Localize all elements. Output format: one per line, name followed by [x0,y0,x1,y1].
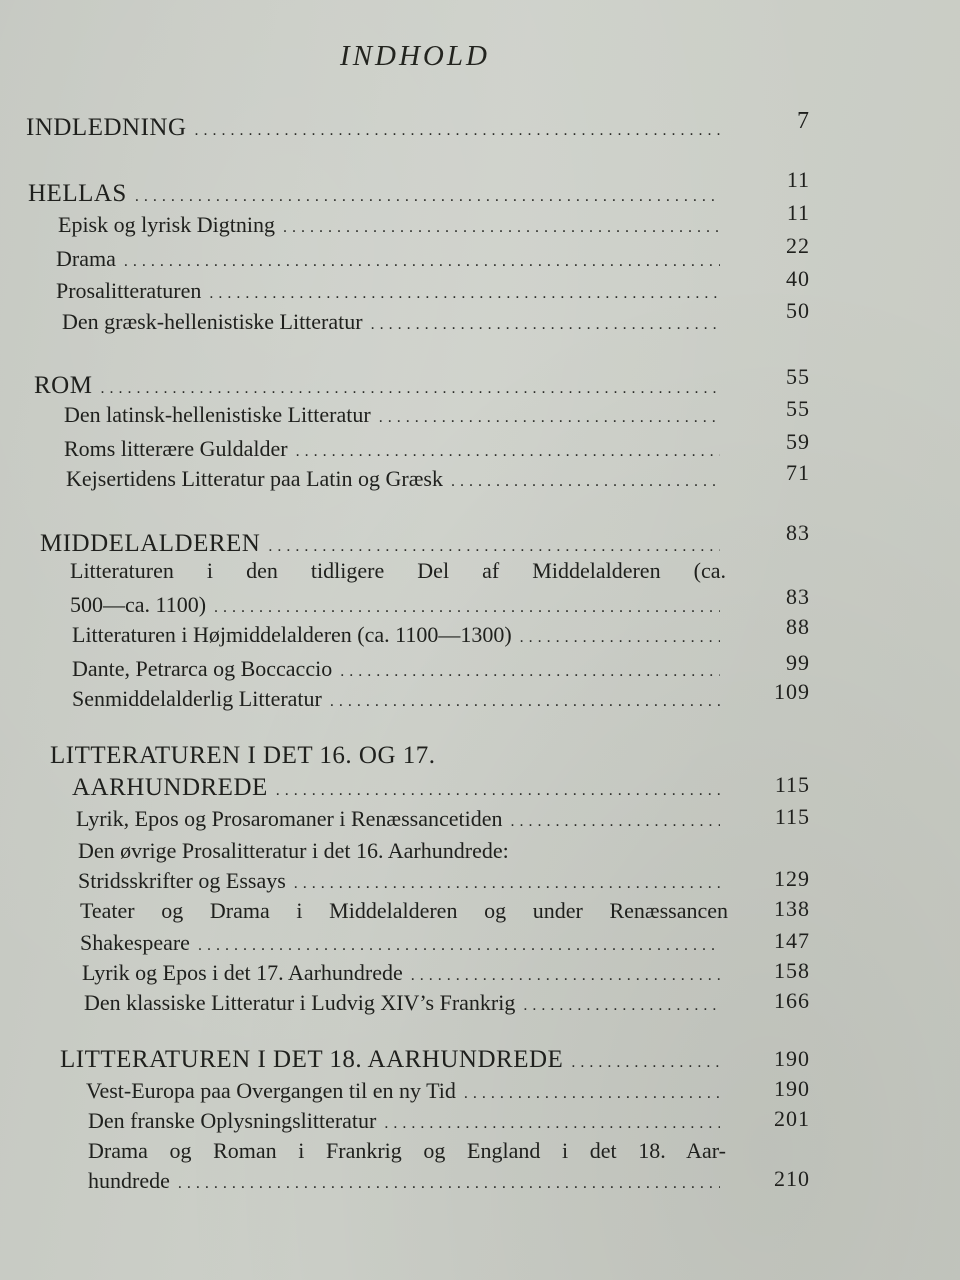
dot-leader [100,380,720,398]
dot-leader [283,219,720,237]
toc-entry [64,402,724,432]
dot-leader [384,1115,720,1133]
dot-leader [214,599,720,617]
dot-leader [411,967,720,985]
dot-leader [124,253,720,271]
toc-entry [80,930,724,960]
page-number: 166 [774,988,810,1013]
entry-label: Lyrik og Epos i det 17. Aarhundrede [82,960,403,985]
page-number: 201 [774,1106,810,1131]
entry-label: hundrede [88,1168,170,1193]
page-number: 109 [774,679,810,704]
toc-entry [82,960,724,990]
page-number: 40 [786,266,810,291]
page-number: 22 [786,233,810,258]
entry-label-line1: Den øvrige Prosalitteratur i det 16. Aarhundrede: [78,838,509,863]
toc-entry [64,436,724,466]
toc-section-middelalderen [40,530,724,560]
section-heading-line1: LITTERATUREN I DET 16. OG 17. [50,742,436,769]
page-number: 210 [774,1166,810,1191]
entry-label-line1: Drama og Roman i Frankrig og England i det 18. Aar- [88,1138,726,1163]
dot-leader [520,629,720,647]
toc-entry [76,806,724,836]
section-heading: ROM [34,372,93,399]
page-number: 7 [797,108,810,134]
toc-section-indledning [26,114,726,144]
toc-entry [72,686,724,716]
entry-label: Prosalitteraturen [56,278,202,303]
section-heading: LITTERATUREN I DET 18. AARHUNDREDE [60,1046,564,1073]
dot-leader [379,409,720,427]
dot-leader [451,473,720,491]
toc-section-18-aarhundrede [60,1046,724,1076]
page-title: INDHOLD [340,40,490,72]
dot-leader [198,937,720,955]
toc-entry [56,246,724,276]
page-number: 11 [786,200,810,225]
entry-label: Roms litterære Guldalder [64,436,288,461]
page-number: 99 [786,650,810,675]
toc-entry [56,278,724,308]
entry-label: Den klassiske Litteratur i Ludvig XIV’s Frankrig [84,990,516,1015]
entry-label: Litteraturen i Højmiddelalderen (ca. 1100—1300) [72,622,512,647]
dot-leader [571,1054,720,1072]
entry-label: Episk og lyrisk Digtning [58,212,275,237]
page-number: 55 [786,396,810,421]
page-number: 158 [774,958,810,983]
toc-entry [70,592,724,622]
dot-leader [296,443,720,461]
entry-label: Senmiddelalderlig Litteratur [72,686,322,711]
entry-label: Den græsk-hellenistiske Litteratur [62,309,363,334]
section-heading: AARHUNDREDE [72,774,268,801]
entry-label: Vest-Europa paa Overgangen til en ny Tid [86,1078,456,1103]
section-heading: MIDDELALDEREN [40,530,261,557]
toc-section-hellas [28,180,724,210]
page-number: 83 [786,520,810,545]
page-number: 50 [786,298,810,323]
page-number: 11 [786,167,810,192]
dot-leader [209,285,720,303]
dot-leader [330,693,720,711]
page-number: 88 [786,614,810,639]
toc-entry [62,309,724,339]
page-number: 138 [774,896,810,921]
toc-entry [84,990,724,1020]
page-number: 190 [774,1046,810,1071]
entry-label: Stridsskrifter og Essays [78,868,286,893]
toc-section-16-17-aarhundrede [72,774,724,804]
toc-entry [88,1108,724,1138]
dot-leader [523,997,720,1015]
entry-label: 500—ca. 1100) [70,592,207,617]
entry-label: Den latinsk-hellenistiske Litteratur [64,402,371,427]
dot-leader [195,122,722,140]
entry-label: Drama [56,246,116,271]
toc-entry [88,1168,724,1198]
dot-leader [294,875,720,893]
page-number: 115 [774,804,810,829]
toc-entry: Teater og Drama i Middelalderen og under Renæssancen [80,898,728,923]
entry-label: Shakespeare [80,930,190,955]
dot-leader [268,538,720,556]
entry-label: Dante, Petrarca og Boccaccio [72,656,333,681]
entry-label-line1: Litteraturen i den tidligere Del af Middelalderen (ca. [70,558,726,583]
section-heading: INDLEDNING [26,114,187,141]
dot-leader [371,316,720,334]
dot-leader [135,188,720,206]
dot-leader [464,1085,720,1103]
dot-leader [340,663,720,681]
page-number: 115 [774,772,810,797]
entry-label: Lyrik, Epos og Prosaromaner i Renæssancetiden [76,806,503,831]
toc-section-rom [34,372,724,402]
toc-entry [66,466,724,496]
page-number: 71 [786,460,810,485]
entry-label: Den franske Oplysningslitteratur [88,1108,377,1133]
entry-label: Kejsertidens Litteratur paa Latin og Græsk [66,466,443,491]
page-number: 59 [786,429,810,454]
dot-leader [276,782,720,800]
section-heading: HELLAS [28,180,127,207]
page-number: 147 [774,928,810,953]
toc-entry [72,656,724,686]
dot-leader [178,1175,720,1193]
page-number: 55 [786,364,810,389]
page-number: 190 [774,1076,810,1101]
dot-leader [510,813,720,831]
page-number: 129 [774,866,810,891]
toc-entry [58,212,724,242]
toc-entry [86,1078,724,1108]
toc-entry [78,868,724,898]
toc-entry [72,622,724,652]
page-number: 83 [786,584,810,609]
